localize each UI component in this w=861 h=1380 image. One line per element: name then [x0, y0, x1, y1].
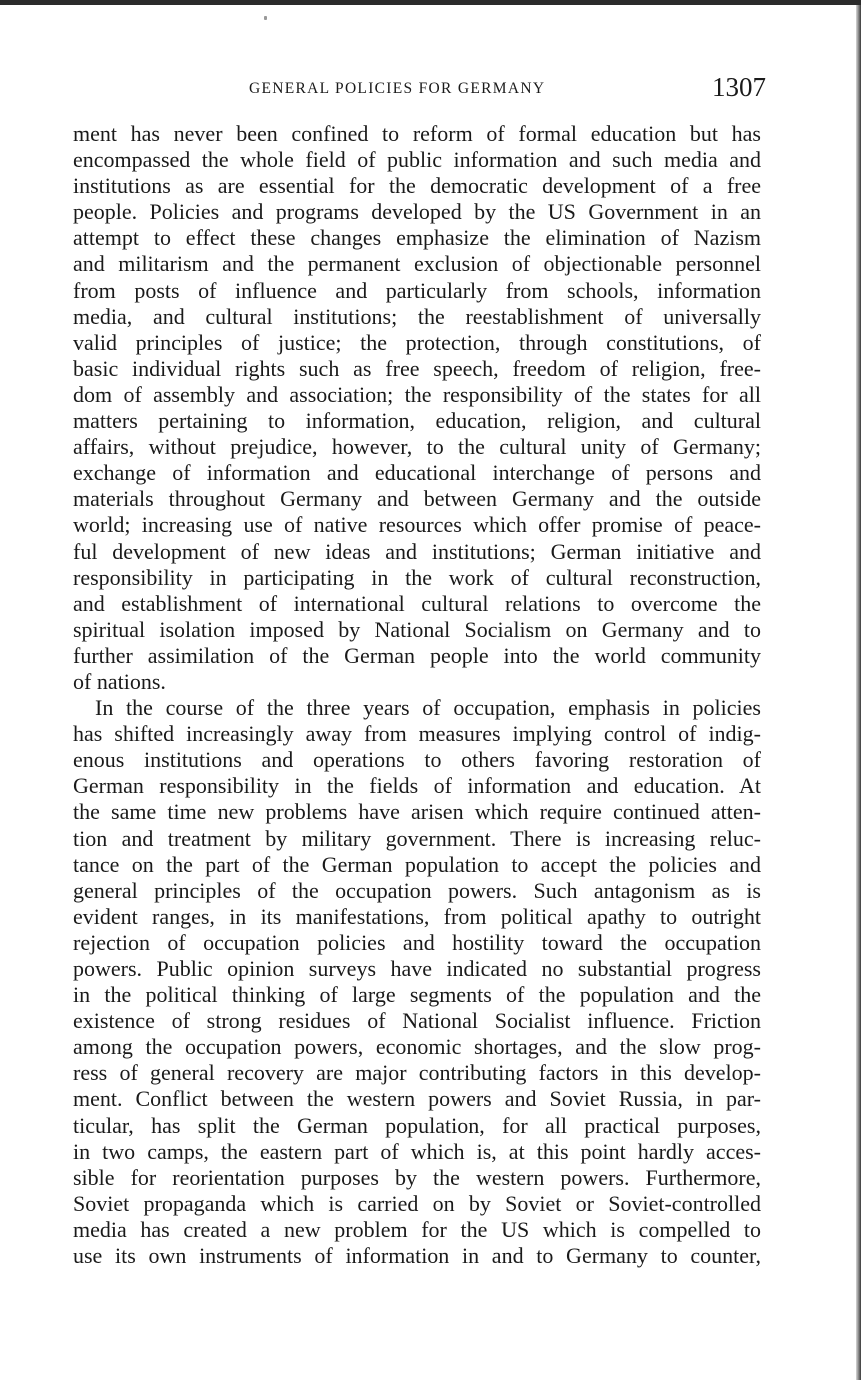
text-line: tion and treatment by military government. There is increasing reluc-	[73, 825, 761, 851]
text-line: existence of strong residues of National Socialist influence. Friction	[73, 1008, 761, 1034]
text-line: affairs, without prejudice, however, to the cultural unity of Germany;	[73, 434, 761, 460]
text-line: ful development of new ideas and institutions; German initiative and	[73, 538, 761, 564]
page-number: 1307	[712, 72, 766, 102]
text-line: responsibility in participating in the work of cultural reconstruction,	[73, 564, 761, 590]
text-line: powers. Public opinion surveys have indicated no substantial progress	[73, 956, 761, 981]
text-line: ment has never been confined to reform of formal education but has	[73, 121, 761, 146]
text-line: and militarism and the permanent exclusion of objectionable personnel	[73, 251, 761, 277]
text-line: in two camps, the eastern part of which is, at this point hardly acces-	[73, 1138, 761, 1164]
text-line: use its own instruments of information in and to Germany to counter,	[73, 1243, 761, 1269]
text-line: world; increasing use of native resources which offer promise of peace-	[73, 512, 761, 538]
text-line: German responsibility in the fields of information and education. At	[73, 773, 761, 799]
body-text	[73, 121, 761, 1269]
text-line: matters pertaining to information, education, religion, and cultural	[73, 408, 761, 434]
text-line: dom of assembly and association; the responsibility of the states for all	[73, 381, 761, 407]
text-line: from posts of influence and particularly from schools, information	[73, 277, 761, 303]
page-right-edge-shadow	[856, 5, 861, 1380]
text-line: ment. Conflict between the western powers and Soviet Russia, in par-	[73, 1086, 761, 1112]
text-line: attempt to effect these changes emphasize the elimination of Nazism	[73, 225, 761, 251]
text-line: In the course of the three years of occupation, emphasis in policies	[95, 695, 761, 721]
text-line: Soviet propaganda which is carried on by Soviet or Soviet-controlled	[73, 1190, 761, 1216]
text-line: and establishment of international cultural relations to overcome the	[73, 590, 761, 616]
text-line: enous institutions and operations to others favoring restoration of	[73, 747, 761, 773]
running-head	[0, 70, 861, 106]
text-line: basic individual rights such as free speech, freedom of religion, free-	[73, 355, 761, 381]
page-top-edge	[0, 0, 861, 5]
text-line: spiritual isolation imposed by National Socialism on Germany and to	[73, 616, 761, 642]
text-line: media, and cultural institutions; the reestablishment of universally	[73, 303, 761, 329]
text-line: has shifted increasingly away from measures implying control of indig-	[73, 721, 761, 747]
text-line: rejection of occupation policies and hostility toward the occupation	[73, 929, 761, 955]
text-line: media has created a new problem for the US which is compelled to	[73, 1216, 761, 1242]
text-line: further assimilation of the German people into the world community	[73, 642, 761, 668]
text-line: people. Policies and programs developed by the US Government in an	[73, 199, 761, 225]
print-speck	[264, 16, 267, 20]
text-line: general principles of the occupation powers. Such antagonism as is	[73, 877, 761, 903]
text-line: exchange of information and educational interchange of persons and	[73, 460, 761, 486]
text-line: ticular, has split the German population, for all practical purposes,	[73, 1112, 761, 1138]
text-line: valid principles of justice; the protection, through constitutions, of	[73, 329, 761, 355]
text-line: in the political thinking of large segments of the population and the	[73, 982, 761, 1008]
text-line: evident ranges, in its manifestations, from political apathy to outright	[73, 903, 761, 929]
text-line: materials throughout Germany and between Germany and the outside	[73, 486, 761, 512]
paragraph-2	[73, 695, 761, 1269]
text-line: the same time new problems have arisen which require continued atten-	[73, 799, 761, 825]
text-line: encompassed the whole field of public information and such media and	[73, 147, 761, 173]
text-line: sible for reorientation purposes by the western powers. Furthermore,	[73, 1164, 761, 1190]
text-line: tance on the part of the German population to accept the policies and	[73, 851, 761, 877]
running-title: GENERAL POLICIES FOR GERMANY	[249, 80, 546, 97]
text-line: of nations.	[73, 668, 166, 694]
text-line: ress of general recovery are major contributing factors in this develop-	[73, 1060, 761, 1086]
text-line: among the occupation powers, economic shortages, and the slow prog-	[73, 1034, 761, 1060]
paragraph-1	[73, 121, 761, 695]
text-line: institutions as are essential for the democratic development of a free	[73, 173, 761, 199]
